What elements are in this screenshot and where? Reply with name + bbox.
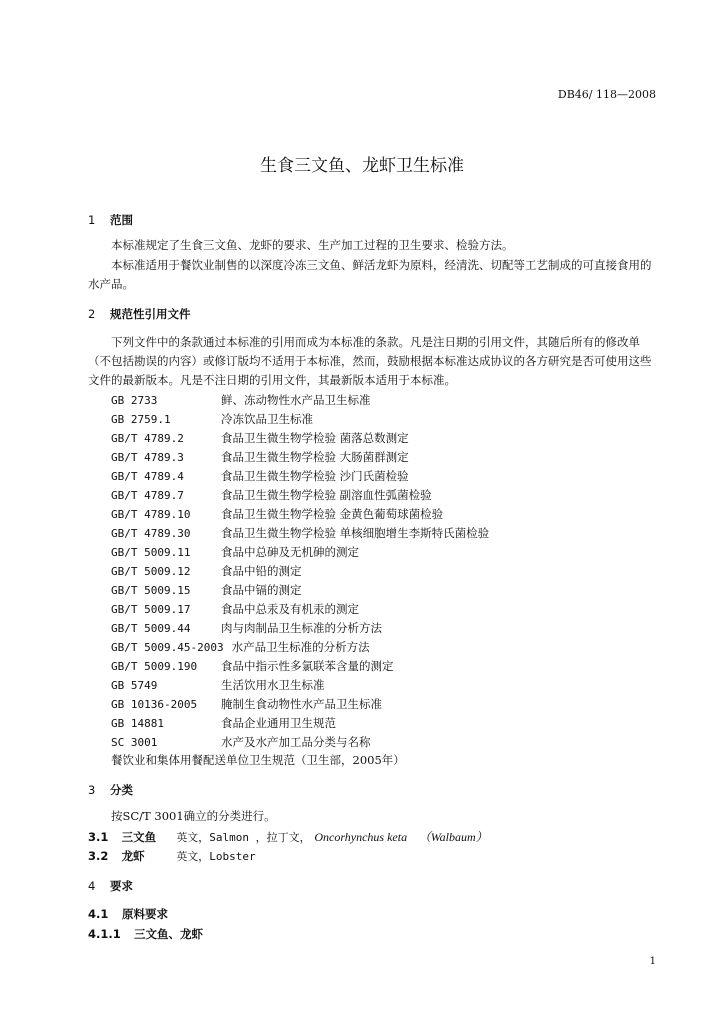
reference-title: 腌制生食动物性水产品卫生标准 (221, 697, 382, 711)
section-4-1-heading (88, 906, 168, 922)
reference-item (111, 619, 489, 638)
reference-item (111, 562, 489, 581)
reference-code: GB 2759.1 (111, 413, 171, 426)
reference-code: GB 10136-2005 (111, 698, 198, 711)
reference-item (111, 410, 489, 429)
reference-code: GB/T 4789.2 (111, 432, 184, 445)
reference-item (111, 600, 489, 619)
section-1-heading (88, 212, 133, 228)
section-title: 规范性引用文件 (110, 307, 191, 321)
classification-item-salmon (88, 828, 488, 845)
reference-title: 生活饮用水卫生标准 (221, 678, 325, 692)
reference-code: GB/T 4789.4 (111, 470, 184, 483)
reference-title: 食品卫生微生物学检验 单核细胞增生李斯特氏菌检验 (221, 526, 490, 540)
reference-title: 食品中指示性多氯联苯含量的测定 (221, 659, 394, 673)
reference-title: 食品卫生微生物学检验 副溶血性弧菌检验 (221, 488, 432, 502)
reference-code: GB/T 4789.10 (111, 508, 191, 521)
reference-title: 肉与肉制品卫生标准的分析方法 (221, 621, 382, 635)
reference-title: 食品中镉的测定 (221, 583, 302, 597)
reference-title: 食品中铅的测定 (221, 564, 302, 578)
section-number: 2 (88, 307, 96, 321)
item-number: 3.2 (88, 849, 109, 863)
reference-code: GB/T 4789.30 (111, 527, 191, 540)
reference-code: GB/T 5009.11 (111, 546, 191, 559)
reference-item (111, 695, 489, 714)
item-english: 英文，Salmon ，拉丁文， (176, 831, 311, 844)
section-title: 分类 (110, 783, 134, 797)
subsection-number: 4.1.1 (88, 927, 121, 941)
section-number: 3 (88, 783, 96, 797)
item-author: （Walbaum） (418, 830, 488, 844)
item-english: 英文，Lobster (176, 850, 256, 863)
reference-item (111, 391, 489, 410)
reference-code: SC 3001 (111, 736, 158, 749)
reference-item (111, 638, 489, 657)
section-number: 1 (88, 213, 96, 227)
reference-title: 鲜、冻动物性水产品卫生标准 (221, 393, 371, 407)
reference-code: GB/T 5009.190 (111, 660, 198, 673)
page-number: 1 (649, 956, 656, 967)
subsection-title: 三文鱼、龙虾 (134, 927, 204, 941)
reference-title: 食品企业通用卫生规范 (221, 716, 336, 730)
references-intro: 下列文件中的条款通过本标准的引用而成为本标准的条款。凡是注日期的引用文件，其随后所有的修改单（不包括勘误的内容）或修订版均不适用于本标准，然而，鼓励根据本标准达成协议的各方研究是否可使用这些文件的最新版本。凡是不注日期的引用文件，其最新版本适用于本标准。 (88, 335, 652, 387)
scope-paragraph-1: 本标准规定了生食三文鱼、龙虾的要求、生产加工过程的卫生要求、检验方法。 (111, 238, 514, 252)
reference-code: GB/T 4789.3 (111, 451, 184, 464)
reference-item (111, 486, 489, 505)
reference-item (111, 543, 489, 562)
reference-title: 食品卫生微生物学检验 菌落总数测定 (221, 431, 409, 445)
section-4-heading (88, 878, 133, 894)
reference-title: 食品中总砷及无机砷的测定 (221, 545, 359, 559)
reference-code: GB 2733 (111, 394, 158, 407)
section-2-heading (88, 306, 191, 322)
reference-item (111, 467, 489, 486)
document-code: DB46/ 118—2008 (557, 88, 656, 101)
reference-title: 食品中总汞及有机汞的测定 (221, 602, 359, 616)
section-4-1-1-heading (88, 926, 203, 942)
item-number: 3.1 (88, 830, 109, 844)
scope-paragraph-2: 本标准适用于餐饮业制售的以深度冷冻三文鱼、鲜活龙虾为原料，经清洗、切配等工艺制成的可直接食用的水产品。 (88, 258, 652, 291)
reference-code: GB 14881 (111, 717, 164, 730)
classification-text: 按SC/T 3001确立的分类进行。 (111, 809, 276, 823)
reference-item (111, 714, 489, 733)
classification-item-lobster (88, 848, 256, 864)
reference-list (111, 391, 489, 752)
reference-code: GB 5749 (111, 679, 158, 692)
references-closing: 餐饮业和集体用餐配送单位卫生规范（卫生部，2005年） (111, 753, 405, 767)
section-3-heading (88, 782, 133, 798)
reference-title: 食品卫生微生物学检验 金黄色葡萄球菌检验 (221, 507, 444, 521)
section-number: 4 (88, 879, 96, 893)
subsection-title: 原料要求 (122, 907, 169, 921)
reference-title: 水产及水产加工品分类与名称 (221, 735, 371, 749)
reference-item (111, 581, 489, 600)
reference-code: GB/T 5009.12 (111, 565, 191, 578)
document-title: 生食三文鱼、龙虾卫生标准 (260, 156, 464, 176)
reference-title: 食品卫生微生物学检验 大肠菌群测定 (221, 450, 409, 464)
item-name: 三文鱼 (121, 830, 157, 844)
subsection-number: 4.1 (88, 907, 109, 921)
section-title: 范围 (110, 213, 134, 227)
reference-code: GB/T 5009.15 (111, 584, 191, 597)
reference-title: 冷冻饮品卫生标准 (221, 412, 313, 426)
reference-title: 水产品卫生标准的分析方法 (231, 640, 370, 654)
reference-title: 食品卫生微生物学检验 沙门氏菌检验 (221, 469, 409, 483)
reference-item (111, 657, 489, 676)
reference-code: GB/T 5009.45-2003 (111, 641, 224, 654)
reference-code: GB/T 5009.44 (111, 622, 191, 635)
reference-item (111, 505, 489, 524)
reference-item (111, 676, 489, 695)
reference-item (111, 429, 489, 448)
item-latin: Oncorhynchus keta (314, 830, 408, 844)
reference-item (111, 524, 489, 543)
section-title: 要求 (110, 879, 134, 893)
reference-code: GB/T 4789.7 (111, 489, 184, 502)
reference-item (111, 733, 489, 752)
reference-code: GB/T 5009.17 (111, 603, 191, 616)
item-name: 龙虾 (121, 849, 145, 863)
reference-item (111, 448, 489, 467)
